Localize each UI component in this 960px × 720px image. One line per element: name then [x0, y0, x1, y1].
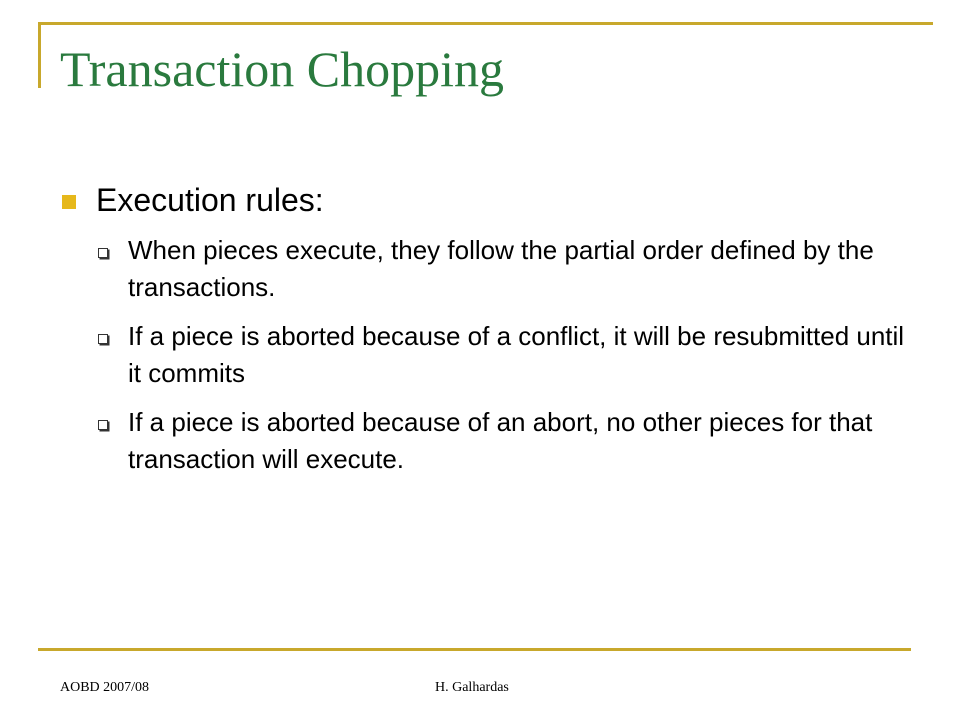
sub-bullet-list [60, 232, 910, 478]
sub-bullet-text: When pieces execute, they follow the partial order defined by the transactions. [128, 235, 874, 302]
frame-left-line [38, 22, 41, 88]
sub-bullet-text: If a piece is aborted because of an abort, no other pieces for that transaction will execute. [128, 407, 873, 474]
sub-bullet-item [60, 232, 910, 306]
main-bullet-text: Execution rules: [96, 182, 324, 218]
frame-bottom-line [38, 648, 911, 651]
hollow-square-bullet-icon [98, 420, 108, 430]
sub-bullet-item [60, 318, 910, 392]
footer-author: H. Galhardas [435, 680, 509, 695]
hollow-square-bullet-icon [98, 248, 108, 258]
hollow-square-bullet-icon [98, 334, 108, 344]
slide-title: Transaction Chopping [60, 41, 504, 97]
square-bullet-icon [62, 195, 76, 209]
footer-course: AOBD 2007/08 [60, 680, 150, 695]
main-bullet-item [60, 172, 910, 228]
sub-bullet-text: If a piece is aborted because of a conflict, it will be resubmitted until it commits [128, 321, 905, 388]
sub-bullet-item [60, 404, 910, 478]
slide-content [60, 172, 910, 490]
frame-top-line [38, 22, 933, 25]
